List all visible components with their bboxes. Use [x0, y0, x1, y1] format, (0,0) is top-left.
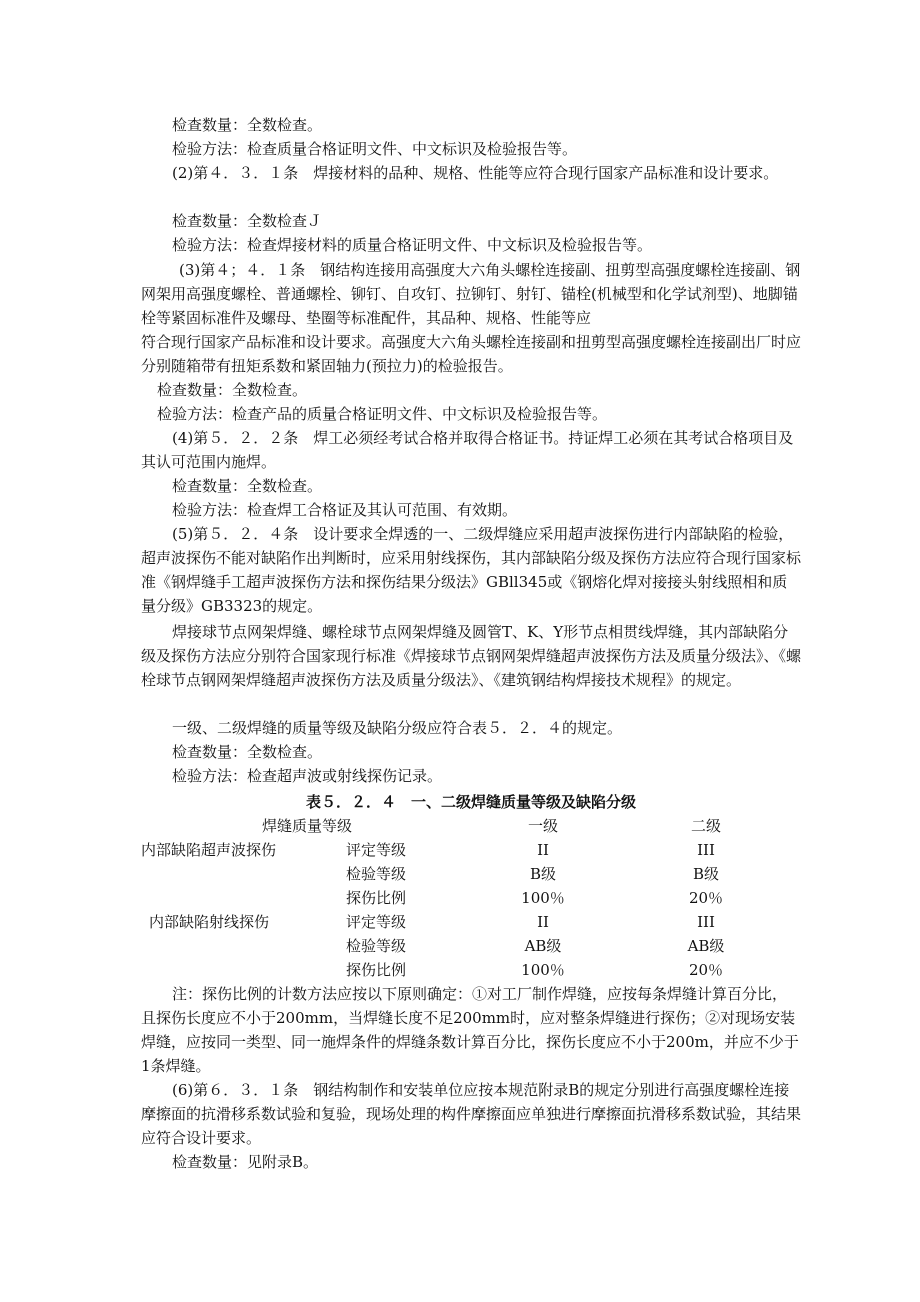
- table-cell: III: [697, 913, 715, 931]
- paragraph: (3)第４；４．１条 钢结构连接用高强度大六角头螺栓连接副、扭剪型高强度螺栓连接副、钢网架用高强度螺栓、普通螺栓、铆钉、自攻钉、拉铆钉、射钉、锚栓(机械型和化学试剂型)、地脚锚栓等紧固标准件及螺母、垫圈等标准配件，其品种、规格、性能等应: [141, 261, 801, 327]
- paragraph: 检查数量：见附录B。: [172, 1153, 319, 1171]
- paragraph: 检验方法：检查焊工合格证及其认可范围、有效期。: [172, 501, 518, 519]
- table-header-grade2: 二级: [690, 817, 721, 835]
- table-cell: B级: [692, 865, 720, 883]
- paragraph: 检验方法：检查超声波或射线探伤记录。: [172, 767, 443, 785]
- table-cell: II: [537, 913, 549, 931]
- table-cell: B级: [529, 865, 557, 883]
- table-group-label: 内部缺陷超声波探伤: [141, 841, 277, 859]
- table-note: 注：探伤比例的计数方法应按以下原则确定：①对工厂制作焊缝，应按每条焊缝计算百分比，且探伤长度应不小于200mm，当焊缝长度不足200mm时，应对整条焊缝进行探伤；②对现场安装焊缝，应按同一类型、同一施焊条件的焊缝条数计算百分比，探伤长度应不小于200m，并应不少于1条焊缝。: [141, 985, 799, 1075]
- paragraph: 检查数量：全数检查Ｊ: [172, 212, 323, 230]
- table-cell: 评定等级: [346, 841, 407, 859]
- table-cell: AB级: [687, 937, 725, 955]
- table-cell: 100％: [521, 961, 565, 979]
- paragraph: 检查数量：全数检查。: [157, 381, 308, 399]
- paragraph: 检查数量：全数检查。: [172, 116, 323, 134]
- table-cell: II: [537, 841, 549, 859]
- table-title: 表５．２．４ 一、二级焊缝质量等级及缺陷分级: [305, 793, 636, 811]
- table-cell: 100％: [521, 889, 565, 907]
- table-cell: III: [697, 841, 715, 859]
- table-header-label: 焊缝质量等级: [262, 817, 353, 835]
- paragraph: 检验方法：检查质量合格证明文件、中文标识及检验报告等。: [172, 140, 578, 158]
- paragraph: 检验方法：检查焊接材料的质量合格证明文件、中文标识及检验报告等。: [172, 236, 653, 254]
- table-cell: 20％: [688, 889, 724, 907]
- paragraph: (2)第４．３．１条 焊接材料的品种、规格、性能等应符合现行国家产品标准和设计要求。: [172, 164, 779, 182]
- table-cell: 探伤比例: [346, 889, 407, 907]
- paragraph: 符合现行国家产品标准和设计要求。高强度大六角头螺栓连接副和扭剪型高强度螺栓连接副出厂时应分别随箱带有扭矩系数和紧固轴力(预拉力)的检验报告。: [141, 333, 802, 375]
- paragraph: 焊接球节点网架焊缝、螺栓球节点网架焊缝及圆管T、K、Y形节点相贯线焊缝，其内部缺陷分级及探伤方法应分别符合国家现行标准《焊接球节点钢网架焊缝超声波探伤方法及质量分级法》、《螺栓球节点钢网架焊缝超声波探伤方法及质量分级法》、《建筑钢结构焊接技术规程》的规定。: [141, 623, 802, 689]
- table-cell: 20％: [688, 961, 724, 979]
- table-cell: 检验等级: [346, 865, 407, 883]
- paragraph: (5)第５．２．４条 设计要求全焊透的一、二级焊缝应采用超声波探伤进行内部缺陷的检验，超声波探伤不能对缺陷作出判断时，应采用射线探伤，其内部缺陷分级及探伤方法应符合现行国家标准《钢焊缝手工超声波探伤方法和探伤结果分级法》GBll345或《钢熔化焊对接接头射线照相和质量分级》GB3323的规定。: [141, 525, 802, 615]
- table-cell: 探伤比例: [346, 961, 407, 979]
- table-header-grade1: 一级: [527, 817, 558, 835]
- paragraph: (4)第５．２．２条 焊工必须经考试合格并取得合格证书。持证焊工必须在其考试合格项目及其认可范围内施焊。: [141, 429, 794, 471]
- paragraph: 检查数量：全数检查。: [172, 743, 323, 761]
- table-cell: AB级: [524, 937, 562, 955]
- table-group-label: 内部缺陷射线探伤: [149, 913, 270, 931]
- paragraph: 检查数量：全数检查。: [172, 477, 323, 495]
- table-cell: 检验等级: [346, 937, 407, 955]
- paragraph: (6)第６．３．１条 钢结构制作和安装单位应按本规范附录B的规定分别进行高强度螺栓连接摩擦面的抗滑移系数试验和复验，现场处理的构件摩擦面应单独进行摩擦面抗滑移系数试验，其结果应符合设计要求。: [141, 1081, 802, 1147]
- paragraph: 一级、二级焊缝的质量等级及缺陷分级应符合表５．２．４的规定。: [172, 719, 623, 737]
- table-cell: 评定等级: [346, 913, 407, 931]
- paragraph: 检验方法：检查产品的质量合格证明文件、中文标识及检验报告等。: [157, 405, 608, 423]
